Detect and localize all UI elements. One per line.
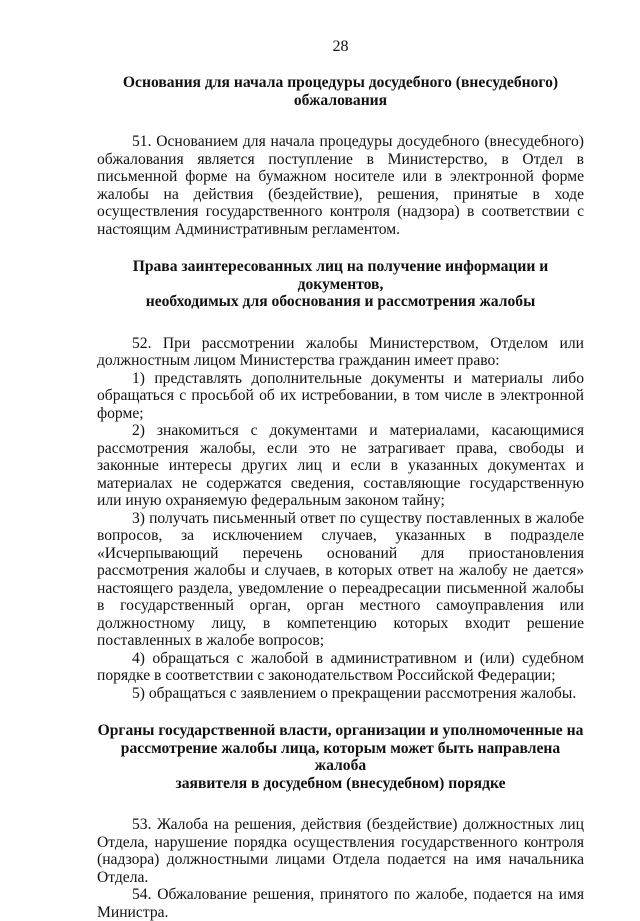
section-heading xyxy=(97,74,584,109)
paragraph-53: 53. Жалоба на решения, действия (бездействие) должностных лиц Отдела, нарушение порядка осуществления государственного контроля (надзора) должностными лицами Отдела подается на имя начальника Отдела. xyxy=(97,816,584,886)
heading-line: необходимых для обоснования и рассмотрения жалобы xyxy=(145,293,536,310)
list-item-5: 5) обращаться с заявлением о прекращении рассмотрения жалобы. xyxy=(132,684,577,702)
heading-line: Основания для начала процедуры досудебного (внесудебного) xyxy=(122,74,559,91)
section-heading xyxy=(97,722,584,792)
list-item-3: 3) получать письменный ответ по существу поставленных в жалобе вопросов, за исключением случаев, указанных в подразделе «Исчерпывающий перечень оснований для приостановления рассмотрения жалобы и случаев, в которых ответ на жалобу не дается» настоящего раздела, уведомление о переадресации письменной жалобы в государственный орган, орган местного самоуправления или должностному лицу, в компетенцию которых входит решение поставленных в жалобе вопросов; xyxy=(97,509,584,649)
paragraph-54: 54. Обжалование решения, принятого по жалобе, подается на имя Министра. xyxy=(97,886,584,921)
heading-line: заявителя в досудебном (внесудебном) порядке xyxy=(175,774,506,792)
list-item-1: 1) представлять дополнительные документы и материалы либо обращаться с просьбой об их истребовании, в том числе в электронной форме; xyxy=(97,369,584,422)
paragraph-52: 52. При рассмотрении жалобы Министерством, Отделом или должностным лицом Министерства гражданин имеет право: xyxy=(97,334,584,369)
heading-line: рассмотрение жалобы лица, которым может быть направлена жалоба xyxy=(120,739,561,774)
section-heading xyxy=(97,258,584,311)
heading-line: обжалования xyxy=(293,91,388,109)
paragraph-51: 51. Основанием для начала процедуры досудебного (внесудебного) обжалования является поступление в Министерство, в Отдел в письменной форме на бумажном носителе или в электронной форме жалобы на действия (бездействие), решения, принятые в ходе осуществления государственного контроля (надзора) в соответствии с настоящим Административным регламентом. xyxy=(97,133,584,238)
heading-line: Органы государственной власти, организации и уполномоченные на xyxy=(97,722,584,739)
section-grounds xyxy=(97,74,584,238)
list-item-2: 2) знакомиться с документами и материалами, касающимися рассмотрения жалобы, если это не затрагивает права, свободы и законные интересы других лиц и если в указанных документах и материалах не содержатся сведения, составляющие государственную или иную охраняемую федеральным законом тайну; xyxy=(97,422,584,509)
section-authorities xyxy=(97,722,584,921)
heading-line: Права заинтересованных лиц на получение информации и документов, xyxy=(132,258,549,293)
list-item-4: 4) обращаться с жалобой в административном и (или) судебном порядке в соответствии с законодательством Российской Федерации; xyxy=(97,649,584,684)
page-number: 28 xyxy=(332,38,349,55)
section-rights xyxy=(97,258,584,702)
